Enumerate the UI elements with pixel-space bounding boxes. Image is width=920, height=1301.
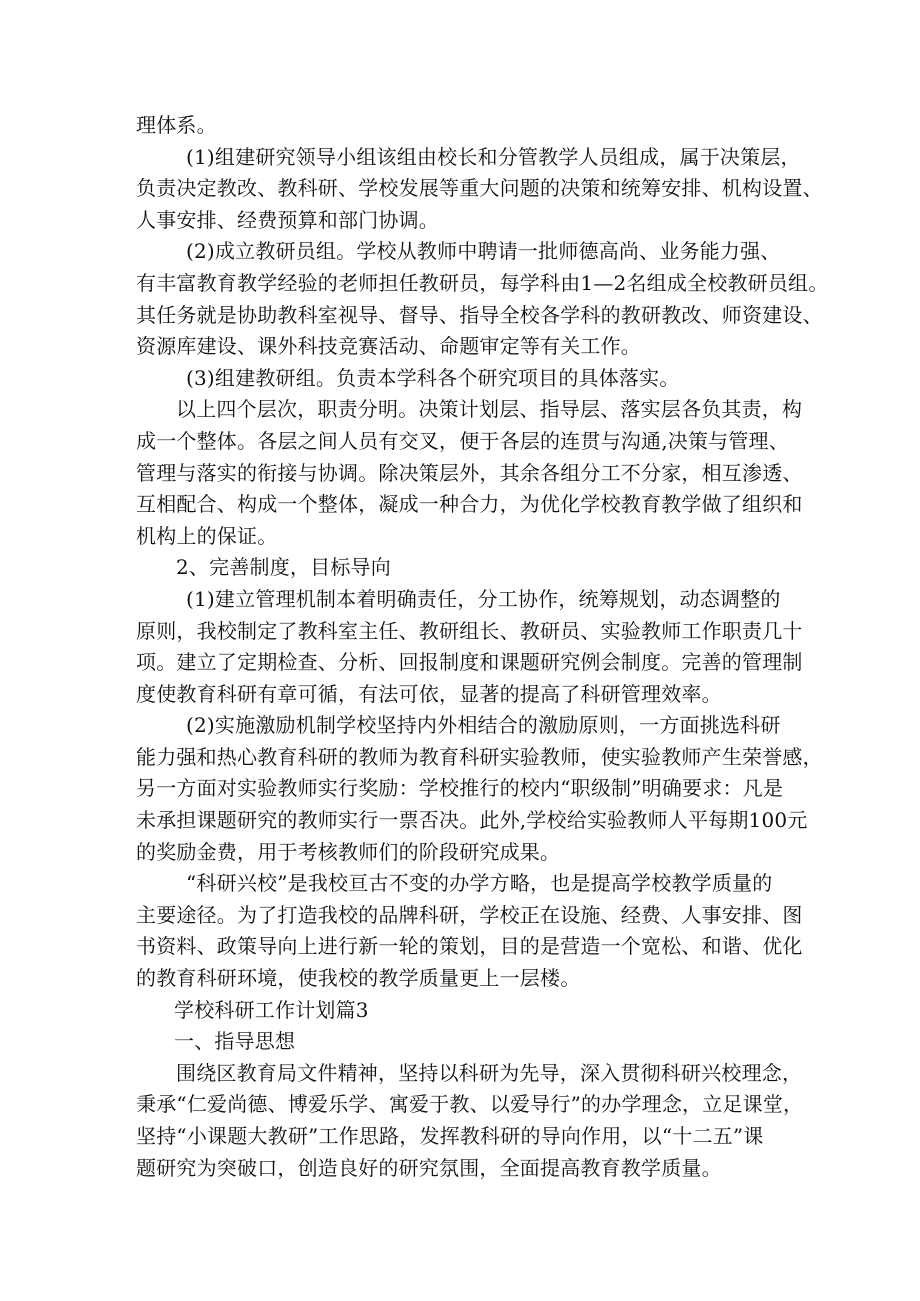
paragraph-7 bbox=[136, 584, 802, 710]
text-line: 成一个整体。各层之间人员有交叉，便于各层的连贯与沟通,决策与管理、 bbox=[136, 428, 789, 453]
text-line: 管理与落实的衔接与协调。除决策层外，其余各组分工不分家，相互渗透、 bbox=[136, 460, 803, 485]
text-line: (2)实施激励机制学校坚持内外相结合的激励原则，一方面挑选科研 bbox=[186, 713, 781, 738]
text-line: 理体系。 bbox=[136, 113, 217, 137]
section-heading-2 bbox=[136, 552, 802, 584]
text-line: 学校科研工作计划篇3 bbox=[174, 997, 369, 1022]
text-line: 人事安排、经费预算和部门协调。 bbox=[136, 207, 439, 232]
text-line: 主要途径。为了打造我校的品牌科研，学校正在设施、经费、人事安排、图 bbox=[136, 902, 803, 927]
text-line: (3)组建教研组。负责本学科各个研究项目的具体落实。 bbox=[186, 365, 680, 390]
text-line: 机构上的保证。 bbox=[136, 523, 278, 548]
paragraph-9 bbox=[136, 868, 802, 994]
text-line: 项。建立了定期检查、分析、回报制度和课题研究例会制度。完善的管理制 bbox=[136, 650, 803, 675]
text-line: “科研兴校”是我校亘古不变的办学方略，也是提高学校教学质量的 bbox=[186, 871, 773, 896]
text-line: 秉承“仁爱尚德、博爱乐学、寓爱于教、以爱导行”的办学理念，立足课堂， bbox=[136, 1092, 804, 1117]
text-line: 未承担课题研究的教师实行一票否决。此外,学校给实验教师人平每期100元 bbox=[136, 808, 808, 833]
text-line: 书资料、政策导向上进行新一轮的策划，目的是营造一个宽松、和谐、优化 bbox=[136, 934, 803, 959]
paragraph-8 bbox=[136, 710, 823, 868]
text-line: 有丰富教育教学经验的老师担任教研员，每学科由1—2名组成全校教研员组。 bbox=[136, 270, 829, 295]
document-title bbox=[136, 995, 802, 1027]
text-line: 能力强和热心教育科研的教师为教育科研实验教师，使实验教师产生荣誉感， bbox=[136, 744, 823, 769]
text-line: 资源库建设、课外科技竞赛活动、命题审定等有关工作。 bbox=[136, 334, 641, 359]
text-line: 的奖励金费，用于考核教师们的阶段研究成果。 bbox=[136, 839, 561, 864]
text-line: (1)建立管理机制本着明确责任，分工协作，统筹规划，动态调整的 bbox=[186, 586, 781, 611]
document-body bbox=[136, 110, 829, 1184]
text-line: 2、完善制度，目标导向 bbox=[176, 555, 391, 580]
paragraph-12 bbox=[136, 1058, 802, 1184]
text-line: 互相配合、构成一个整体，凝成一种合力，为优化学校教育教学做了组织和 bbox=[136, 492, 803, 517]
text-line: 坚持“小课题大教研”工作思路，发挥教科研的导向作用，以“十二五”课 bbox=[136, 1124, 764, 1148]
text-line: (1)组建研究领导小组该组由校长和分管教学人员组成，属于决策层， bbox=[186, 144, 801, 169]
text-line: 度使教育科研有章可循，有法可依，显著的提高了科研管理效率。 bbox=[136, 681, 722, 706]
text-line: 题研究为突破口，创造良好的研究氛围，全面提高教育教学质量。 bbox=[136, 1155, 722, 1180]
section-heading-guiding-thought bbox=[136, 1026, 802, 1058]
text-line: 围绕区教育局文件精神，坚持以科研为先导，深入贯彻科研兴校理念， bbox=[176, 1060, 803, 1085]
paragraph-2 bbox=[136, 142, 823, 237]
text-line: (2)成立教研员组。学校从教师中聘请一批师德高尚、业务能力强、 bbox=[186, 239, 781, 264]
text-line: 一、指导思想 bbox=[174, 1029, 296, 1054]
paragraph-3 bbox=[136, 236, 829, 362]
text-line: 其任务就是协助教科室视导、督导、指导全校各学科的教研教改、师资建设、 bbox=[136, 302, 823, 327]
paragraph-5 bbox=[136, 394, 802, 552]
text-line: 负责决定教改、教科研、学校发展等重大问题的决策和统筹安排、机构设置、 bbox=[136, 176, 823, 201]
paragraph-4 bbox=[136, 363, 802, 395]
text-line: 以上四个层次，职责分明。决策计划层、指导层、落实层各负其责，构 bbox=[176, 397, 803, 422]
text-line: 另一方面对实验教师实行奖励：学校推行的校内“职级制”明确要求：凡是 bbox=[136, 776, 784, 801]
text-line: 的教育科研环境，使我校的教学质量更上一层楼。 bbox=[136, 966, 581, 991]
paragraph-1 bbox=[136, 110, 802, 142]
text-line: 原则，我校制定了教科室主任、教研组长、教研员、实验教师工作职责几十 bbox=[136, 618, 803, 643]
